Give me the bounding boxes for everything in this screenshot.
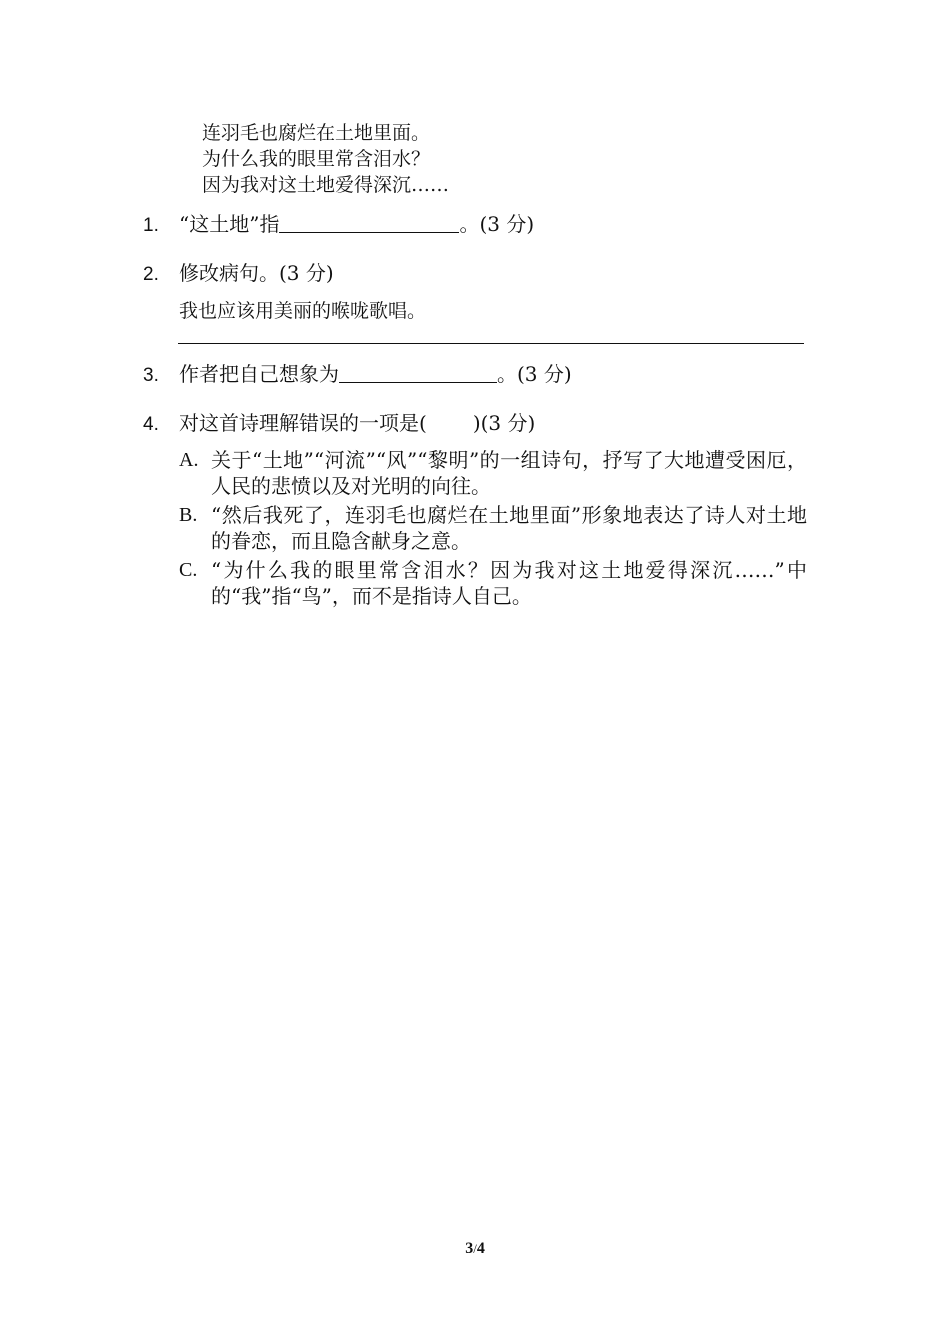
option-text: “为什么我的眼里常含泪水？因为我对这土地爱得深沉……”中的“我”指“鸟”，而不是指诗人自己。 [211, 558, 807, 608]
option-a[interactable] [179, 447, 807, 499]
poem-line: 因为我对这土地爱得深沉…… [202, 174, 450, 196]
question-text: “这土地”指 [179, 212, 280, 236]
page-separator: / [473, 1241, 477, 1256]
question-score: 。(3 分) [497, 362, 572, 386]
question-text: 作者把自己想象为 [179, 362, 339, 386]
faulty-sentence: 我也应该用美丽的喉咙歌唱。 [179, 300, 427, 322]
answer-blank[interactable] [279, 212, 459, 233]
option-b[interactable] [179, 502, 807, 554]
poem-line: 连羽毛也腐烂在土地里面。 [202, 122, 431, 144]
option-letter: B. [179, 504, 198, 526]
page-number [0, 1240, 950, 1258]
question-text: 对这首诗理解错误的一项是( [179, 411, 427, 435]
question-3 [143, 360, 572, 390]
question-text: 修改病句。(3 分) [179, 261, 334, 285]
poem-line: 为什么我的眼里常含泪水？ [202, 148, 431, 170]
question-score: )(3 分) [472, 411, 536, 435]
poem-excerpt [202, 120, 449, 198]
question-number: 4. [143, 414, 159, 435]
option-c[interactable] [179, 557, 807, 609]
question-1 [143, 210, 534, 240]
option-letter: A. [179, 449, 199, 471]
answer-line[interactable] [178, 343, 804, 344]
question-number: 1. [143, 215, 159, 236]
option-text: “然后我死了，连羽毛也腐烂在土地里面”形象地表达了诗人对土地的眷恋，而且隐含献身之意。 [211, 503, 807, 553]
option-text: 关于“土地”“河流”“风”“黎明”的一组诗句，抒写了大地遭受困厄，人民的悲愤以及对光明的向往。 [211, 448, 807, 498]
current-page: 3 [465, 1240, 474, 1257]
question-number: 2. [143, 264, 159, 285]
answer-blank[interactable] [339, 362, 497, 383]
option-letter: C. [179, 559, 198, 581]
total-pages: 4 [476, 1240, 485, 1257]
choice-options [179, 447, 807, 612]
question-number: 3. [143, 365, 159, 386]
question-score: 。(3 分) [459, 212, 535, 236]
question-2 [143, 259, 334, 289]
question-4 [143, 409, 535, 439]
